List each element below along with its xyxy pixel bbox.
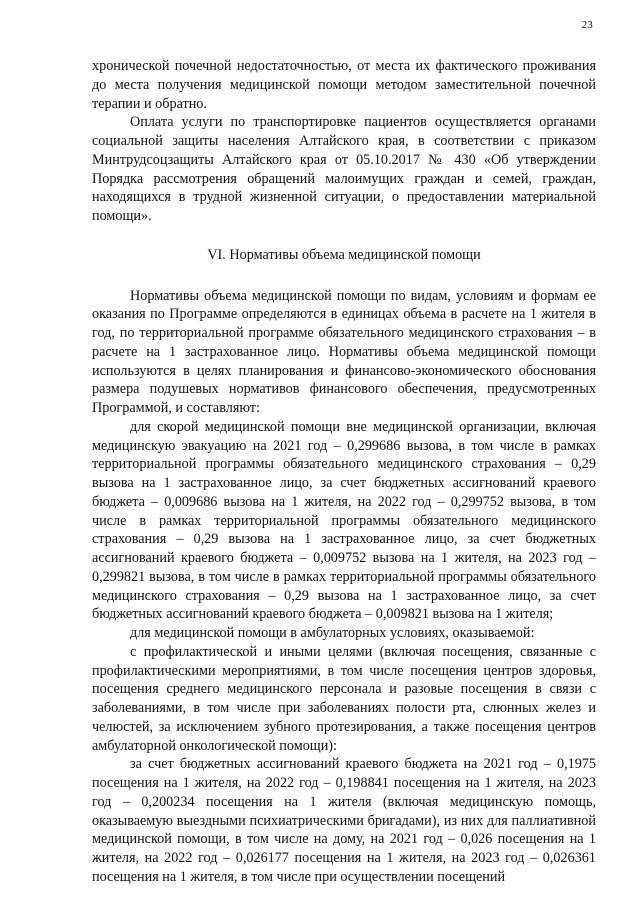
section-heading: VI. Нормативы объема медицинской помощи: [207, 246, 481, 263]
paragraph-transport-continuation: хронической почечной недостаточностью, от места их фактического проживания до места получения медицинской помощи методом заместительной почечной терапии и обратно.: [92, 58, 596, 112]
paragraph-ambulance-norms: для скорой медицинской помощи вне медицинской организации, включая медицинскую эвакуацию на 2021 год – 0,299686 вызова, в том числе в рамках территориальной программы обязательного медицинского страхования – 0,29 вызова на 1 застрахованное лицо, за счет бюджетных ассигнований краевого бюджета – 0,009686 вызова на 1 жителя, на 2022 год – 0,299752 вызова, в том числе в рамках территориальной программы обязательного медицинского страхования – 0,29 вызова на 1 застрахованное лицо, за счет бюджетных ассигнований краевого бюджета – 0,009752 вызова на 1 жителя, на 2023 год – 0,299821 вызова, в том числе в рамках территориальной программы обязательного медицинского страхования – 0,29 вызова на 1 застрахованное лицо, за счет бюджетных ассигнований краевого бюджета – 0,009821 вызова на 1 жителя;: [92, 418, 596, 623]
paragraph-preventive-purposes: с профилактической и иными целями (включая посещения, связанные с профилактическими мероприятиями, в том числе посещения центров здоровья, посещения среднего медицинского персонала и разовые посещения в связи с заболеваниями, в том числе при заболеваниях полости рта, слюнных желез и челюстей, за исключением зубного протезирования, а также посещения центров амбулаторной онкологической помощи):: [92, 643, 596, 754]
document-body: [92, 57, 596, 887]
paragraph-transport-payment: Оплата услуги по транспортировке пациентов осуществляется органами социальной защиты населения Алтайского края, в соответствии с приказом Минтрудсоцзащиты Алтайского края от 05.10.2017 № 430 «Об утверждении Порядка рассмотрения обращений малоимущих граждан и семей, граждан, находящихся в трудной жизненной ситуации, о предоставлении материальной помощи».: [92, 114, 596, 224]
paragraph-norms-intro: Нормативы объема медицинской помощи по видам, условиям и формам ее оказания по Программе определяются в единицах объема в расчете на 1 жителя в год, по территориальной программе обязательного медицинского страхования – в расчете на 1 застрахованное лицо. Нормативы объема медицинской помощи используются в целях планирования и финансово-экономического обоснования размера подушевых нормативов финансового обеспечения, предусмотренных Программой, и составляют:: [92, 287, 596, 416]
paragraph-outpatient-intro: для медицинской помощи в амбулаторных условиях, оказываемой:: [130, 625, 535, 641]
page-number: 23: [581, 19, 593, 31]
paragraph-regional-budget: за счет бюджетных ассигнований краевого бюджета на 2021 год – 0,1975 посещения на 1 жителя, на 2022 год – 0,198841 посещения на 1 жителя, на 2023 год – 0,200234 посещения на 1 жителя (включая медицинскую помощь, оказываемую выездными психиатрическими бригадами), из них для паллиативной медицинской помощи, в том числе на дому, на 2021 год – 0,026 посещения на 1 жителя, на 2022 год – 0,026177 посещения на 1 жителя, на 2023 год – 0,026361 посещения на 1 жителя, в том числе при осуществлении посещений: [92, 756, 596, 885]
